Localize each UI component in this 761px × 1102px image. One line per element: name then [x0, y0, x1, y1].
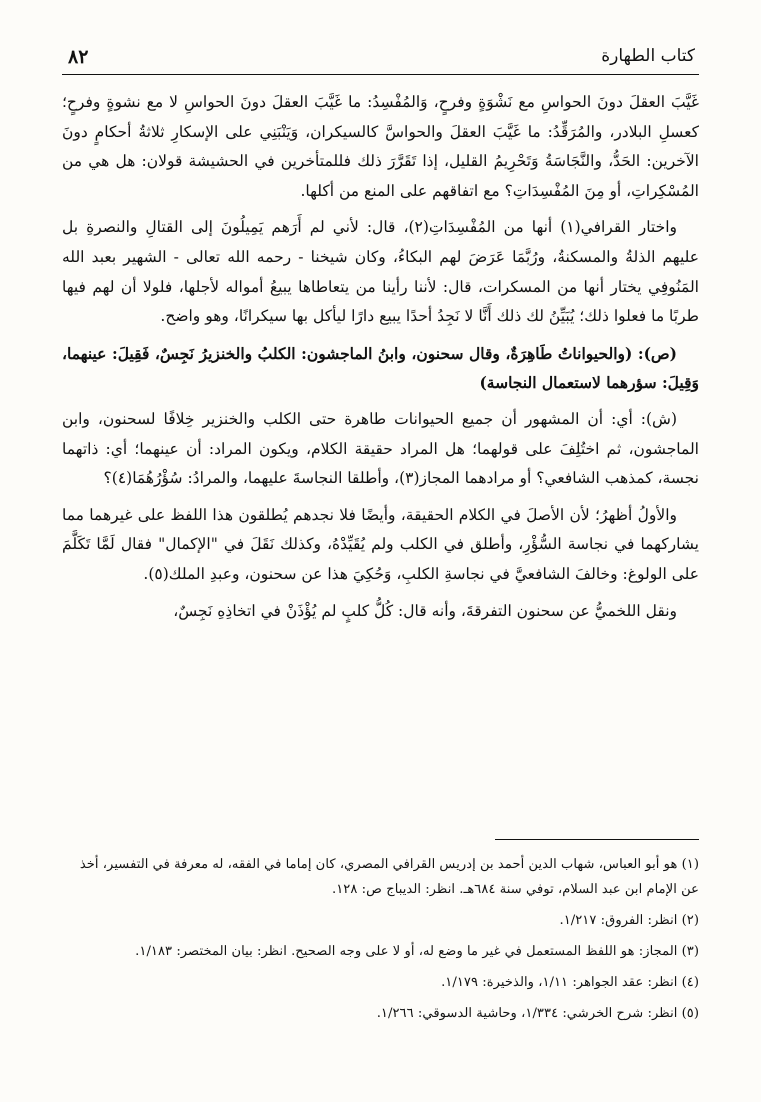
running-title: كتاب الطهارة [601, 46, 695, 66]
footnote-1: (١) هو أبو العباس، شهاب الدين أحمد بن إدريس القرافي المصري، كان إماما في الفقه، له معرفة في التفسير، أخذ عن الإمام ابن عبد السلام، توفي سنة ٦٨٤هـ. انظر: الديباج ص: ١٢٨. [79, 857, 699, 897]
sharh-paragraph: (ش): أي: أن المشهور أن جميع الحيوانات طاهرة حتى الكلب والخنزير خِلافًا لسحنون، وابن الماجشون، ثم اختُلِفَ على قولهما؛ هل المراد حقيقة الكلام، ويكون المراد: أن عينهما؛ أي: ذاتهما نجسة، كمذهب الشافعي؟ أو مرادهما المجاز(٣)، وأطلقا النجاسةَ عليهما، والمرادُ: سُؤْرُهُمَا(٤)؟ [62, 409, 699, 488]
paragraph-5: والأولُ أظهرُ؛ لأن الأصلَ في الكلام الحقيقة، وأيضًا فلا نجدهم يُطلقون هذا اللفظ على غيرهما مما يشاركهما في نجاسة السُّؤْرِ، وأطلق في الكلب ولم يُقَيِّدْهُ، وكذلك نَقَلَ في "الإكمال" فقال لَمَّا تَكَلَّمَ على الولوغ: وخالفَ الشافعيَّ في نجاسةِ الكلبِ، وَحُكِيَ هذا عن سحنون، وعبدِ الملك(٥). [62, 505, 699, 583]
footnote-3: (٣) المجاز: هو اللفظ المستعمل في غير ما وضع له، أو لا على وجه الصحيح. انظر: بيان المختصر: ١/١٨٣. [135, 944, 699, 959]
footnote-5: (٥) انظر: شرح الخرشي: ١/٣٣٤، وحاشية الدسوقي: ١/٢٦٦. [376, 1006, 699, 1021]
paragraph-1: غَيَّبَ العقلَ دونَ الحواسِ مع نَشْوَةٍ وفرحٍ، وَالمُفْسِدُ: ما غَيَّبَ العقلَ دونَ الحواسِ لا مع نشوةٍ وفرحٍ؛ كعسلِ البلادر، والمُرَقِّدُ: ما غَيَّبَ العقلَ والحواسَّ كالسيكران، وَيَنْبَنِي على الإسكارِ ثلاثةُ أحكامٍ دونَ الآخرين: الحَدُّ، والنَّجَاسَةُ وَتَحْرِيمُ القليل، إذا تَقَرَّرَ ذلك فللمتأخرين في الحشيشة قولان: هل هي من المُسْكِراتِ، أو مِنَ المُفْسِدَاتِ؟ مع اتفاقهم على المنع من أكلها. [62, 93, 699, 200]
paragraph-2: واختار القرافي(١) أنها من المُفْسِدَاتِ(٢)، قال: لأني لم أَرَهم يَمِيلُونَ إلى القتالِ والنصرةِ بل عليهم الذلةُ والمسكنةُ، ورُبَّمَا عَرَضَ لهم البكاءُ، وكان شيخنا - رحمه الله تعالى - الشهير بعبد الله المَنُوفِي يختار أنها من المسكرات، قال: لأننا رأينا من يتعاطاها يبيعُ أمواله لأجلها، فلولا أن لهم فيها طربًا ما فعلوا ذلك؛ يُبَيِّنُ لك ذلك أَنَّا لا نَجِدُ أحدًا يبيع دارًا ليأكل بها سيكرانًا، وهو واضح. [62, 218, 699, 326]
matn-paragraph: (ص): (والحيواناتُ طَاهِرَةٌ، وقال سحنون، وابنُ الماجشون: الكلبُ والخنزيرُ نَجِسٌ، فَقِيلَ: عينهما، وَقِيلَ: سؤرهما لاستعمال النجاسة) [62, 343, 699, 393]
page-header [62, 46, 699, 75]
footnote-divider [495, 839, 699, 840]
paragraph-6: ونقل اللخميُّ عن سحنون التفرقةَ، وأنه قال: كُلُّ كلبٍ لم يُؤْذَنْ في اتخاذِهِ نَجِسٌ، [173, 601, 677, 620]
footnotes [62, 852, 699, 1032]
footnote-4: (٤) انظر: عقد الجواهر: ١/١١، والذخيرة: ١/١٧٩. [441, 975, 699, 990]
footnote-2: (٢) انظر: الفروق: ١/٢١٧. [559, 913, 699, 928]
page-number: ٨٢ [68, 46, 89, 68]
main-text [62, 88, 699, 633]
